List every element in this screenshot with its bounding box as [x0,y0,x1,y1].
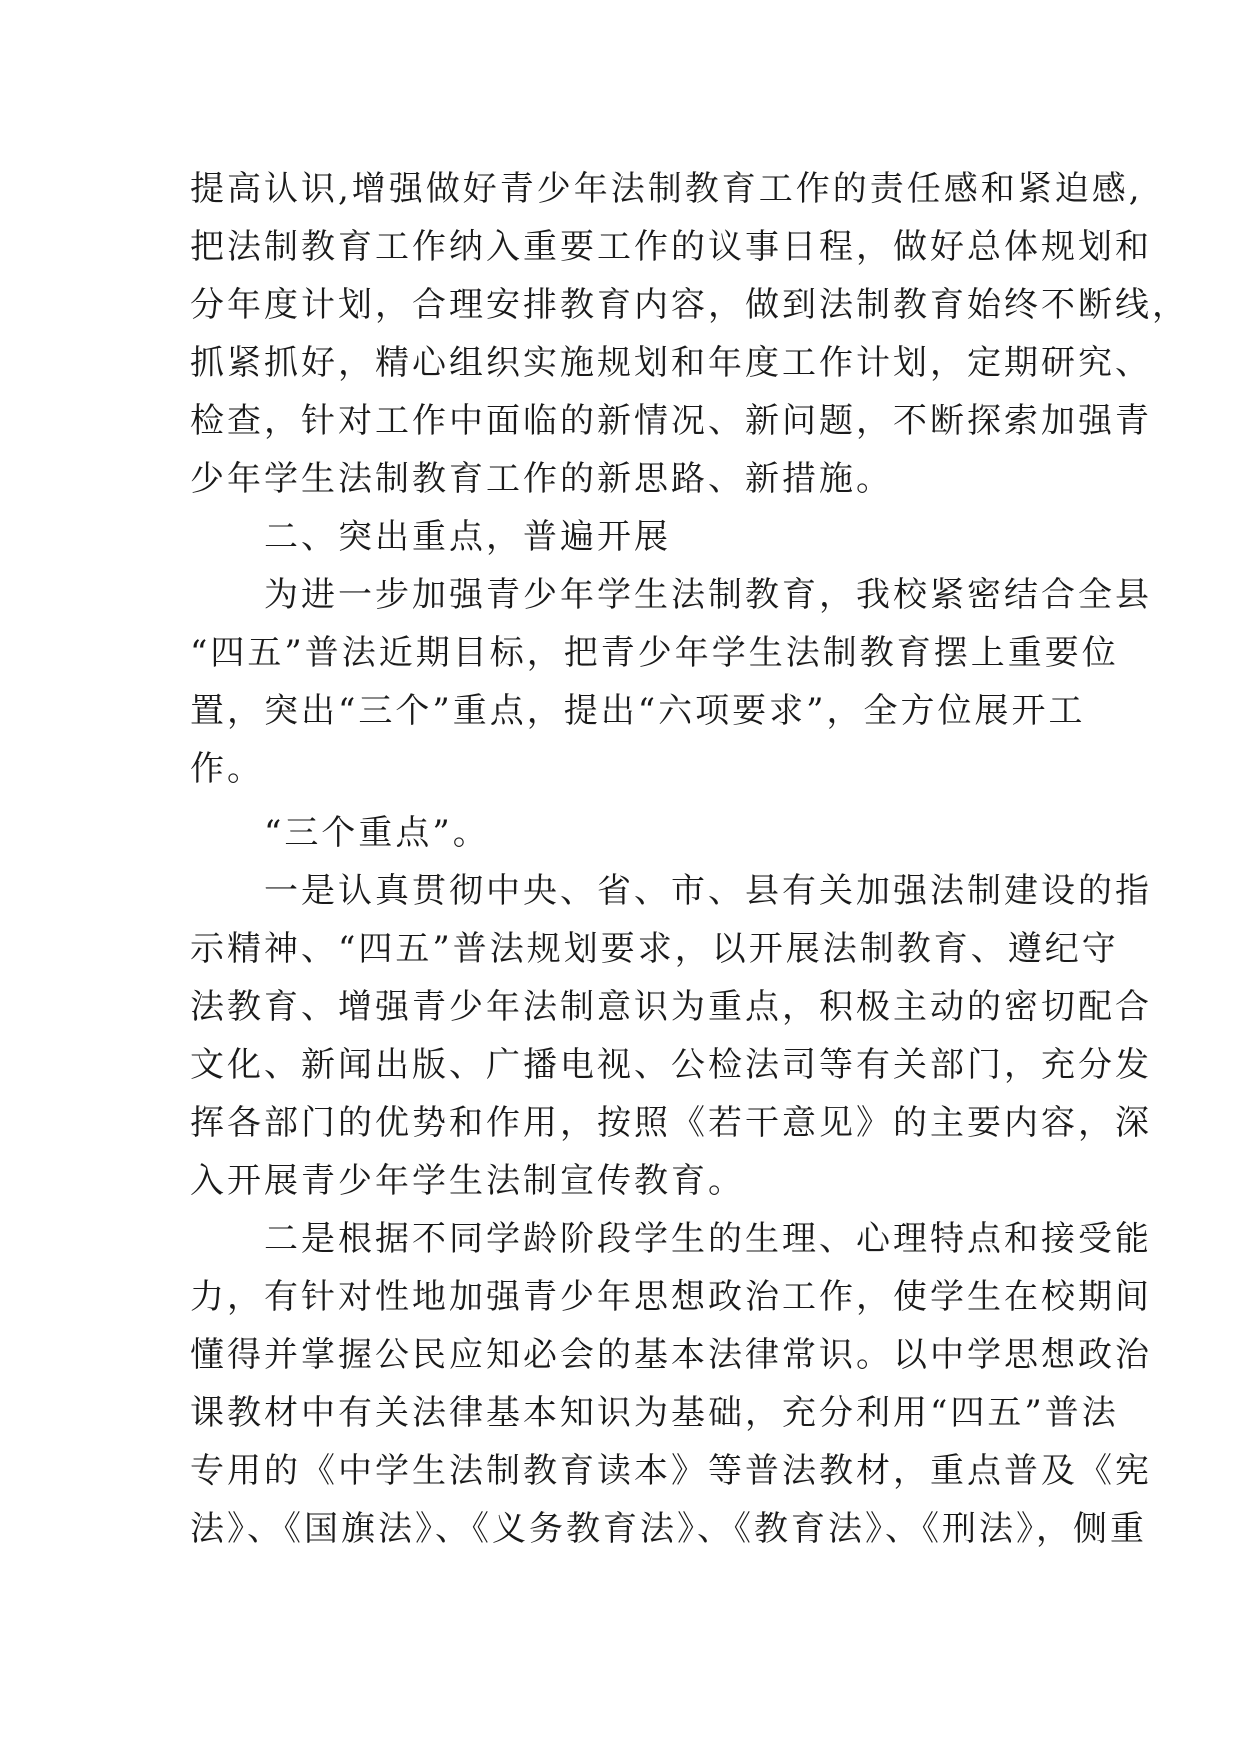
text-line: 力，有针对性地加强青少年思想政治工作，使学生在校期间 [190,1277,1152,1317]
text-line: 挥各部门的优势和作用，按照《若干意见》的主要内容，深 [190,1103,1152,1143]
text-line: 提高认识,增强做好青少年法制教育工作的责任感和紧迫感, [190,169,1143,209]
text-line: 把法制教育工作纳入重要工作的议事日程，做好总体规划和 [190,227,1152,267]
text-line: 入开展青少年学生法制宣传教育。 [190,1161,745,1201]
text-line: 懂得并掌握公民应知必会的基本法律常识。以中学思想政治 [190,1335,1152,1375]
text-line: 示精神、“四五”普法规划要求，以开展法制教育、遵纪守 [190,929,1119,969]
section-heading: 二、突出重点，普遍开展 [190,517,671,557]
text-line: 法教育、增强青少年法制意识为重点，积极主动的密切配合 [190,987,1152,1027]
subheading: “三个重点”。 [190,813,490,853]
text-line: 课教材中有关法律基本知识为基础，充分利用“四五”普法 [190,1393,1119,1433]
text-line: 一是认真贯彻中央、省、市、县有关加强法制建设的指 [190,871,1152,911]
text-line: 置，突出“三个”重点，提出“六项要求”，全方位展开工 [190,691,1086,731]
text-line: 法》、《国旗法》、《义务教育法》、《教育法》、《刑法》，侧重 [190,1509,1147,1549]
text-line: 为进一步加强青少年学生法制教育，我校紧密结合全县 [190,575,1152,615]
text-line: 作。 [190,749,264,789]
text-line: “四五”普法近期目标，把青少年学生法制教育摆上重要位 [190,633,1119,673]
text-line: 二是根据不同学龄阶段学生的生理、心理特点和接受能 [190,1219,1152,1259]
body-text [190,160,1189,1558]
text-line: 抓紧抓好，精心组织实施规划和年度工作计划，定期研究、 [190,343,1152,383]
text-line: 文化、新闻出版、广播电视、公检法司等有关部门，充分发 [190,1045,1152,1085]
text-line: 专用的《中学生法制教育读本》等普法教材，重点普及《宪 [190,1451,1152,1491]
text-line: 检查，针对工作中面临的新情况、新问题，不断探索加强青 [190,401,1152,441]
text-line: 分年度计划，合理安排教育内容，做到法制教育始终不断线， [190,285,1189,325]
text-line: 少年学生法制教育工作的新思路、新措施。 [190,459,893,499]
